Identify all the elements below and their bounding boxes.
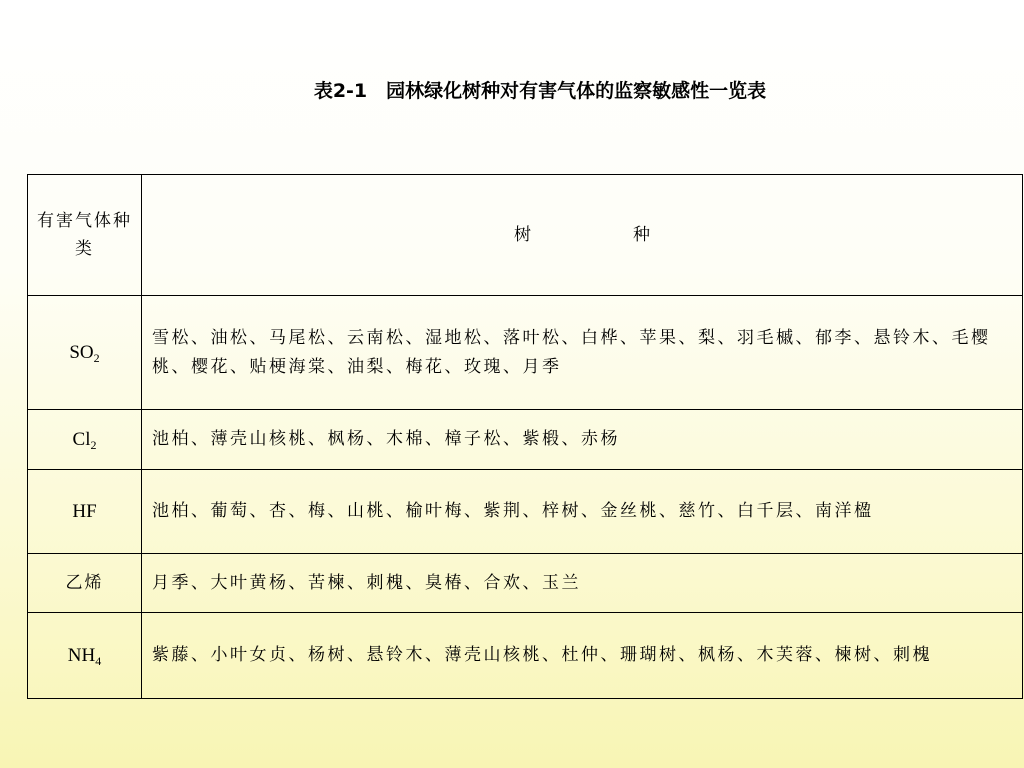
trees-cell: 紫藤、小叶女贞、杨树、悬铃木、薄壳山核桃、杜仲、珊瑚树、枫杨、木芙蓉、楝树、刺槐 <box>142 613 1023 699</box>
gas-cell <box>28 554 142 613</box>
gas-formula: Cl <box>72 429 91 450</box>
gas-cell <box>28 296 142 410</box>
page-title: 表2-1 园林绿化树种对有害气体的监察敏感性一览表 <box>313 80 767 102</box>
header-tree-label-a: 树 <box>514 224 531 245</box>
gas-cell <box>28 410 142 470</box>
trees-cell: 月季、大叶黄杨、苦楝、刺槐、臭椿、合欢、玉兰 <box>142 554 1023 613</box>
trees-cell: 雪松、油松、马尾松、云南松、湿地松、落叶松、白桦、苹果、梨、羽毛槭、郁李、悬铃木、毛樱桃、樱花、贴梗海棠、油梨、梅花、玫瑰、月季 <box>142 296 1023 410</box>
gas-formula: SO <box>69 342 94 363</box>
table-row <box>28 410 1023 470</box>
gas-cell <box>28 470 142 554</box>
header-tree-species <box>142 175 1023 296</box>
gas-cell <box>28 613 142 699</box>
gas-subscript: 2 <box>93 351 100 365</box>
header-tree-label-b: 种 <box>633 224 650 245</box>
gas-formula: NH <box>67 645 96 666</box>
table-row <box>28 613 1023 699</box>
table-header-row <box>28 175 1023 296</box>
gas-subscript: 4 <box>95 654 102 668</box>
header-gas-type: 有害气体种类 <box>28 175 142 296</box>
table-row <box>28 296 1023 410</box>
table-row <box>28 470 1023 554</box>
table-row <box>28 554 1023 613</box>
gas-sensitivity-table <box>27 174 1023 699</box>
trees-cell: 池柏、葡萄、杏、梅、山桃、榆叶梅、紫荆、梓树、金丝桃、慈竹、白千层、南洋楹 <box>142 470 1023 554</box>
trees-cell: 池柏、薄壳山核桃、枫杨、木棉、樟子松、紫椴、赤杨 <box>142 410 1023 470</box>
gas-formula: HF <box>72 501 97 522</box>
gas-subscript: 2 <box>90 438 97 452</box>
gas-formula: 乙烯 <box>65 573 104 593</box>
